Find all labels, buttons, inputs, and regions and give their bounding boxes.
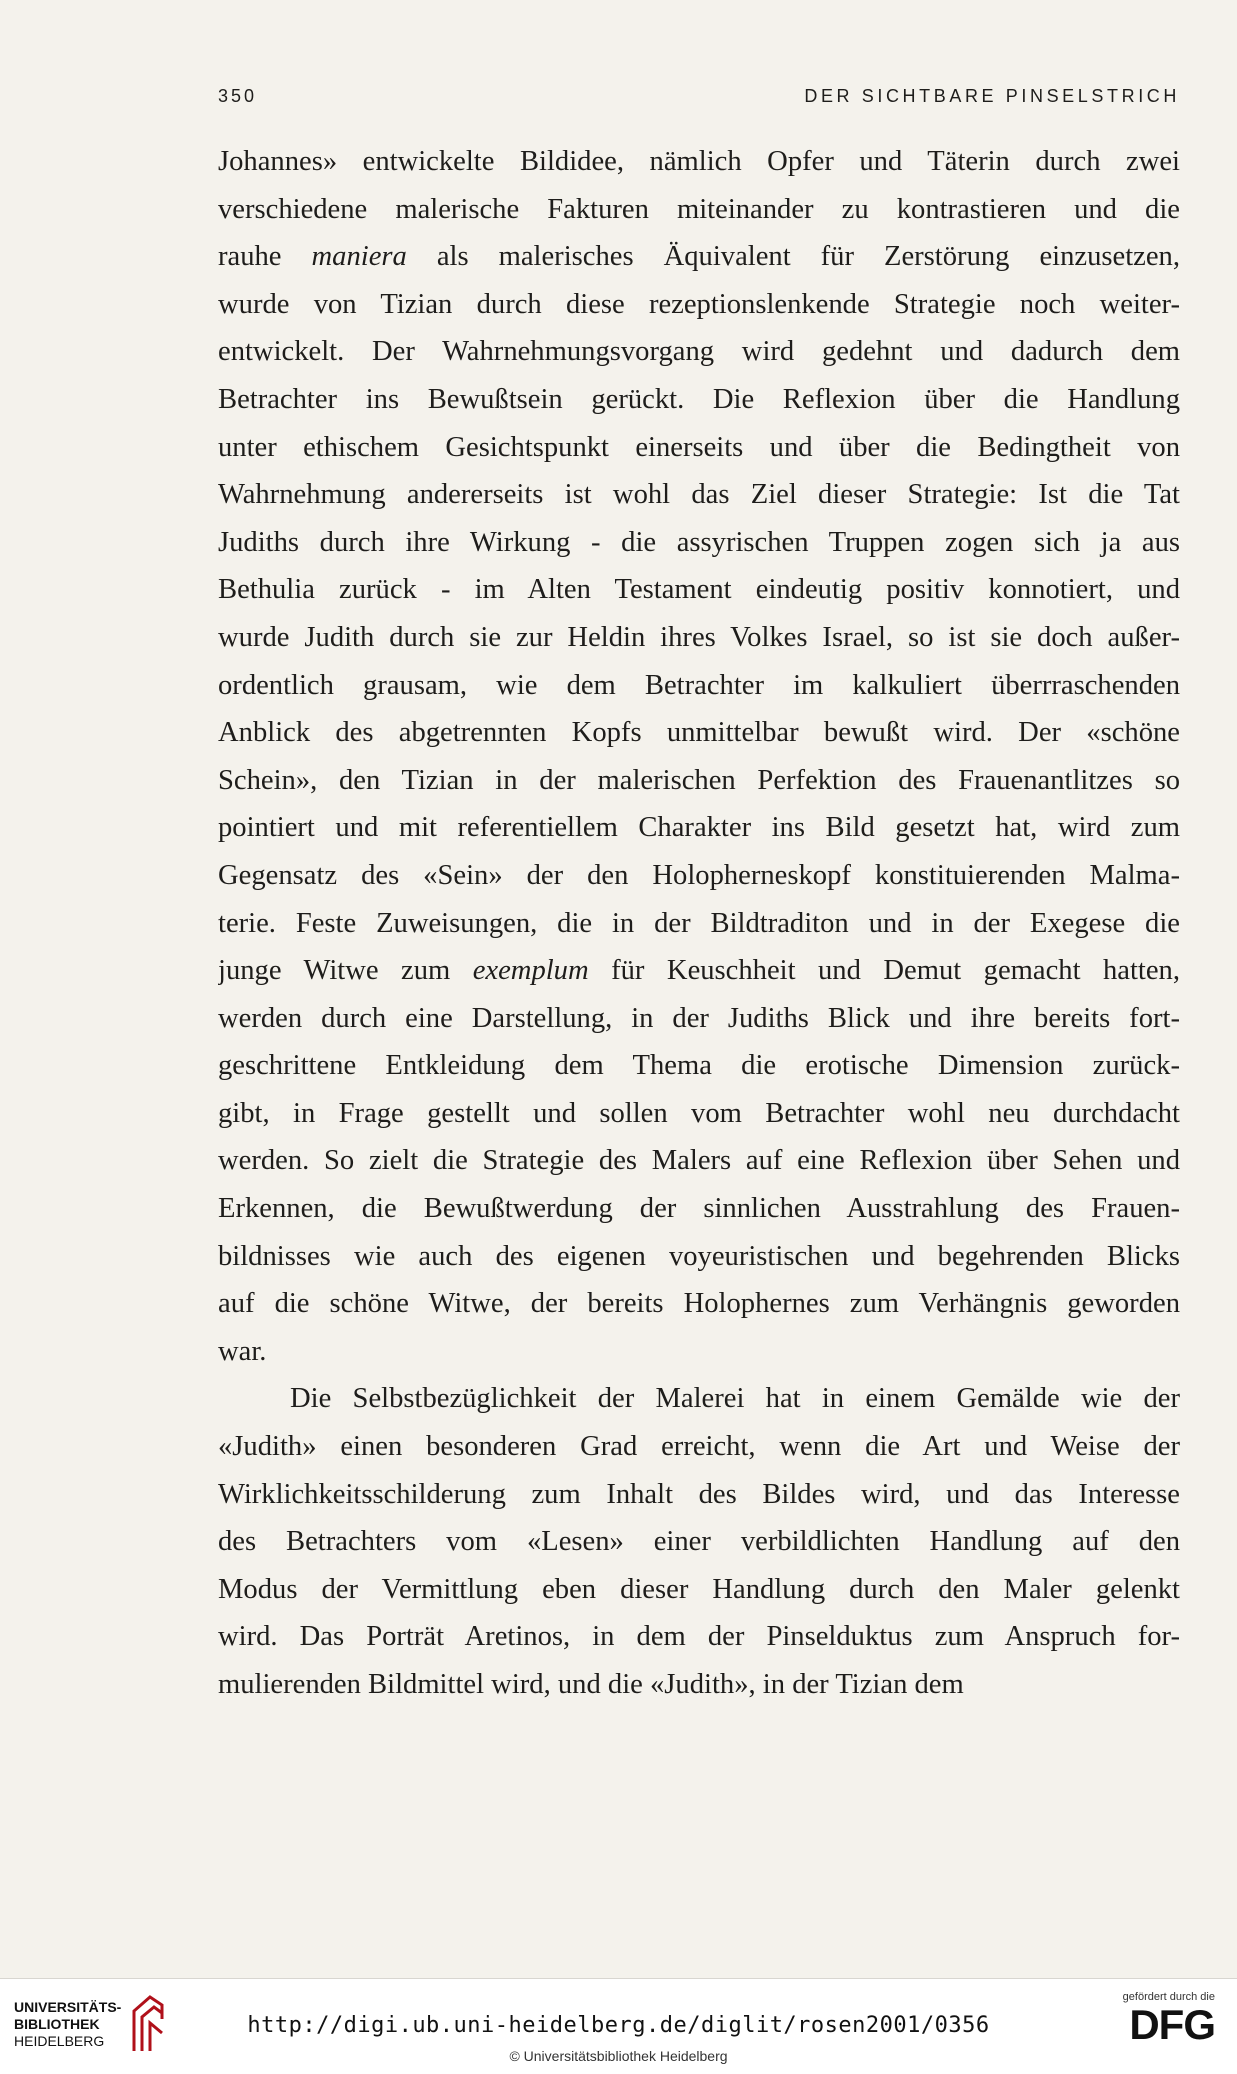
library-name-line3: HEIDELBERG — [14, 2033, 105, 2049]
text-line — [218, 1090, 1180, 1138]
text-segment: auf die schöne Witwe, der bereits Holophernes zum Verhängnis geworden — [218, 1288, 1180, 1320]
text-line — [218, 1613, 1180, 1661]
text-segment: ordentlich grausam, wie dem Betrachter im kalkuliert überrraschenden — [218, 669, 1180, 701]
footer-bar — [0, 1978, 1237, 2074]
text-line — [218, 281, 1180, 329]
dfg-logo[interactable]: DFG — [1129, 2001, 1215, 2048]
text-line — [218, 995, 1180, 1043]
text-segment: junge Witwe zum — [218, 955, 473, 987]
text-segment: Judiths durch ihre Wirkung - die assyrischen Truppen zogen sich ja aus — [218, 526, 1180, 558]
text-line — [218, 1661, 1180, 1709]
text-line — [218, 947, 1180, 995]
text-line — [218, 1471, 1180, 1519]
page-number: 350 — [218, 86, 258, 106]
text-line — [218, 328, 1180, 376]
text-line — [218, 1233, 1180, 1281]
text-segment: geschrittene Entkleidung dem Thema die erotische Dimension zurück- — [218, 1050, 1180, 1082]
text-segment: werden. So zielt die Strategie des Malers auf eine Reflexion über Sehen und — [218, 1145, 1180, 1177]
text-line — [218, 376, 1180, 424]
text-segment: bildnisses wie auch des eigenen voyeuristischen und begehrenden Blicks — [218, 1240, 1180, 1272]
text-segment: verschiedene malerische Fakturen miteinander zu kontrastieren und die — [218, 193, 1180, 225]
text-line — [218, 1042, 1180, 1090]
library-name-line2: BIBLIOTHEK — [14, 2016, 100, 2032]
page-header — [218, 86, 1180, 116]
text-segment: Schein», den Tizian in der malerischen Perfektion des Frauenantlitzes so — [218, 764, 1180, 796]
text-line — [218, 1375, 1180, 1423]
text-segment: pointiert und mit referentiellem Charakter ins Bild gesetzt hat, wird zum — [218, 812, 1180, 844]
text-line — [218, 138, 1180, 186]
text-line — [218, 1137, 1180, 1185]
text-segment: terie. Feste Zuweisungen, die in der Bildtraditon und in der Exegese die — [218, 907, 1180, 939]
text-line — [218, 709, 1180, 757]
text-segment: als malerisches Äquivalent für Zerstörung einzusetzen, — [406, 241, 1180, 273]
funder-block — [1095, 1991, 1215, 2047]
text-line — [218, 852, 1180, 900]
text-line — [218, 1566, 1180, 1614]
text-segment: Wahrnehmung andererseits ist wohl das Ziel dieser Strategie: Ist die Tat — [218, 479, 1180, 511]
text-segment: exemplum — [472, 955, 589, 987]
text-line — [218, 186, 1180, 234]
library-name-line1: UNIVERSITÄTS- — [14, 1999, 122, 2015]
permalink-url[interactable]: http://digi.ub.uni-heidelberg.de/diglit/rosen2001/0356 — [247, 2013, 990, 2038]
text-segment: gibt, in Frage gestellt und sollen vom Betrachter wohl neu durchdacht — [218, 1097, 1180, 1129]
text-line — [218, 519, 1180, 567]
text-segment: wurde von Tizian durch diese rezeptionslenkende Strategie noch weiter- — [218, 288, 1180, 320]
text-line — [218, 424, 1180, 472]
text-segment: werden durch eine Darstellung, in der Judiths Blick und ihre bereits fort- — [218, 1002, 1180, 1034]
text-segment: wird. Das Porträt Aretinos, in dem der Pinselduktus zum Anspruch for- — [218, 1621, 1180, 1653]
text-segment: Gegensatz des «Sein» der den Holopherneskopf konstituierenden Malma- — [218, 859, 1180, 891]
text-segment: Erkennen, die Bewußtwerdung der sinnlichen Ausstrahlung des Frauen- — [218, 1193, 1180, 1225]
text-line — [218, 1423, 1180, 1471]
text-line — [218, 566, 1180, 614]
body-text — [218, 138, 1180, 1709]
text-line — [218, 1280, 1180, 1328]
text-segment: für Keuschheit und Demut gemacht hatten, — [588, 955, 1180, 987]
text-segment: rauhe — [218, 241, 312, 273]
text-segment: des Betrachters vom «Lesen» einer verbildlichten Handlung auf den — [218, 1526, 1180, 1558]
text-line — [218, 1518, 1180, 1566]
text-line — [218, 662, 1180, 710]
text-segment: Betrachter ins Bewußtsein gerückt. Die Reflexion über die Handlung — [218, 383, 1180, 415]
text-line — [218, 471, 1180, 519]
text-line — [218, 233, 1180, 281]
text-line — [218, 1328, 1180, 1376]
text-segment: maniera — [311, 241, 407, 273]
text-line — [218, 900, 1180, 948]
text-line — [218, 757, 1180, 805]
text-segment: Johannes» entwickelte Bildidee, nämlich Opfer und Täterin durch zwei — [218, 146, 1180, 177]
text-segment: Anblick des abgetrennten Kopfs unmittelbar bewußt wird. Der «schöne — [218, 717, 1180, 749]
text-segment: unter ethischem Gesichtspunkt einerseits und über die Bedingtheit von — [218, 431, 1180, 463]
text-segment: entwickelt. Der Wahrnehmungsvorgang wird gedehnt und dadurch dem — [218, 336, 1180, 368]
text-segment: Die Selbstbezüglichkeit der Malerei hat in einem Gemälde wie der — [290, 1383, 1180, 1415]
text-segment: Bethulia zurück - im Alten Testament eindeutig positiv konnotiert, und — [218, 574, 1180, 606]
running-head: DER SICHTBARE PINSELSTRICH — [804, 86, 1180, 106]
text-segment: «Judith» einen besonderen Grad erreicht, wenn die Art und Weise der — [218, 1431, 1180, 1463]
text-segment: Modus der Vermittlung eben dieser Handlung durch den Maler gelenkt — [218, 1573, 1180, 1605]
text-segment: Wirklichkeitsschilderung zum Inhalt des Bildes wird, und das Interesse — [218, 1478, 1180, 1510]
text-line — [218, 804, 1180, 852]
copyright-notice: © Universitätsbibliothek Heidelberg — [509, 2048, 728, 2064]
text-segment: war. — [218, 1335, 267, 1367]
funding-caption: gefördert durch die — [1122, 1991, 1215, 2003]
text-segment: mulierenden Bildmittel wird, und die «Judith», in der Tizian dem — [218, 1669, 964, 1700]
text-line — [218, 1185, 1180, 1233]
text-segment: wurde Judith durch sie zur Heldin ihres Volkes Israel, so ist sie doch außer- — [218, 621, 1180, 653]
text-line — [218, 614, 1180, 662]
